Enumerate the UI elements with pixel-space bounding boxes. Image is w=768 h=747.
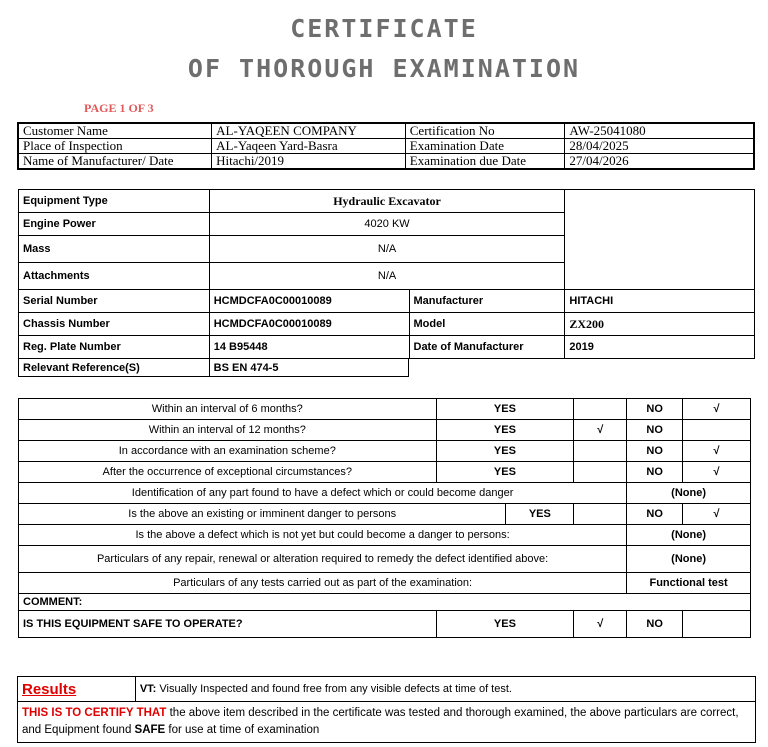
certify-text-2: for use at time of examination — [165, 724, 320, 736]
q7-answer: (None) — [627, 525, 751, 546]
q6-no: NO — [627, 504, 683, 525]
q2-text: Within an interval of 12 months? — [19, 420, 437, 441]
plate-label: Reg. Plate Number — [19, 336, 210, 359]
engine-power-value: 4020 KW — [209, 213, 565, 236]
due-date-label: Examination due Date — [405, 154, 565, 170]
attachments-label: Attachments — [19, 263, 210, 290]
q6-yes-check — [574, 504, 627, 525]
certify-lead: THIS IS TO CERTIFY THAT — [22, 707, 167, 719]
q7-text: Is the above a defect which is not yet but could become a danger to persons: — [19, 525, 627, 546]
dom-value: 2019 — [565, 336, 755, 359]
safe-yes: YES — [436, 611, 574, 638]
q6-no-check: √ — [683, 504, 751, 525]
q6-yes: YES — [506, 504, 574, 525]
q3-yes-check — [574, 441, 627, 462]
equipment-type-value: Hydraulic Excavator — [209, 190, 565, 213]
safe-word: SAFE — [134, 724, 166, 736]
manufacturer-label: Manufacturer — [409, 290, 565, 313]
page-number: PAGE 1 OF 3 — [84, 101, 154, 115]
customer-label: Customer Name — [18, 123, 212, 139]
photo-box — [565, 190, 755, 290]
q3-text: In accordance with an examination scheme? — [19, 441, 437, 462]
q9-answer: Functional test — [627, 573, 751, 594]
q4-yes: YES — [436, 462, 574, 483]
place-label: Place of Inspection — [18, 139, 212, 154]
cert-no-value: AW-25041080 — [565, 123, 754, 139]
q2-yes: YES — [436, 420, 574, 441]
plate-value: 14 B95448 — [209, 336, 409, 359]
mass-value: N/A — [209, 236, 565, 263]
results-label: Results — [22, 680, 77, 698]
header-table — [17, 122, 755, 170]
safe-question: IS THIS EQUIPMENT SAFE TO OPERATE? — [19, 611, 437, 638]
safe-no: NO — [627, 611, 683, 638]
q3-yes: YES — [436, 441, 574, 462]
q6-text: Is the above an existing or imminent danger to persons — [19, 504, 506, 525]
manufacturer-date-value: Hitachi/2019 — [212, 154, 406, 170]
results-label-cell — [18, 677, 136, 702]
q4-no-check: √ — [683, 462, 751, 483]
q1-yes-check — [574, 399, 627, 420]
reference-table — [18, 358, 409, 377]
model-value: ZX200 — [565, 313, 755, 336]
q2-yes-check: √ — [574, 420, 627, 441]
certify-statement — [18, 702, 756, 743]
chassis-value: HCMDCFA0C00010089 — [209, 313, 409, 336]
q1-no-check: √ — [683, 399, 751, 420]
customer-value: AL-YAQEEN COMPANY — [212, 123, 406, 139]
q4-text: After the occurrence of exceptional circumstances? — [19, 462, 437, 483]
q9-text: Particulars of any tests carried out as part of the examination: — [19, 573, 627, 594]
engine-power-label: Engine Power — [19, 213, 210, 236]
equipment-type-label: Equipment Type — [19, 190, 210, 213]
vt-label: VT: — [139, 683, 157, 695]
q8-text: Particulars of any repair, renewal or alteration required to remedy the defect identified above: — [19, 546, 627, 573]
q3-no-check: √ — [683, 441, 751, 462]
certificate-title: CERTIFICATE — [290, 14, 478, 43]
cert-no-label: Certification No — [405, 123, 565, 139]
equipment-table — [18, 189, 755, 359]
q1-no: NO — [627, 399, 683, 420]
q5-answer: (None) — [627, 483, 751, 504]
exam-date-value: 28/04/2025 — [565, 139, 754, 154]
certificate-subtitle: OF THOROUGH EXAMINATION — [187, 54, 581, 83]
serial-value: HCMDCFA0C00010089 — [209, 290, 409, 313]
dom-label: Date of Manufacturer — [409, 336, 565, 359]
attachments-value: N/A — [209, 263, 565, 290]
results-table — [17, 676, 756, 743]
q8-answer: (None) — [627, 546, 751, 573]
serial-label: Serial Number — [19, 290, 210, 313]
certify-text-1: the above item described in the certificate was tested and thorough examined, the above particulars are correct, and Equipment found — [22, 707, 739, 736]
place-value: AL-Yaqeen Yard-Basra — [212, 139, 406, 154]
q5-text: Identification of any part found to have a defect which or could become danger — [19, 483, 627, 504]
comment-label: COMMENT: — [19, 594, 751, 611]
q4-no: NO — [627, 462, 683, 483]
inspection-table — [18, 398, 751, 638]
q2-no: NO — [627, 420, 683, 441]
manufacturer-value: HITACHI — [565, 290, 755, 313]
reference-label: Relevant Reference(S) — [19, 359, 210, 377]
q1-text: Within an interval of 6 months? — [19, 399, 437, 420]
safe-yes-check: √ — [574, 611, 627, 638]
q2-no-check — [683, 420, 751, 441]
exam-date-label: Examination Date — [405, 139, 565, 154]
vt-cell — [135, 677, 755, 702]
q1-yes: YES — [436, 399, 574, 420]
q4-yes-check — [574, 462, 627, 483]
manufacturer-date-label: Name of Manufacturer/ Date — [18, 154, 212, 170]
safe-no-check — [683, 611, 751, 638]
due-date-value: 27/04/2026 — [565, 154, 754, 170]
model-label: Model — [409, 313, 565, 336]
chassis-label: Chassis Number — [19, 313, 210, 336]
q3-no: NO — [627, 441, 683, 462]
vt-text: Visually Inspected and found free from any visible defects at time of test. — [156, 683, 512, 695]
mass-label: Mass — [19, 236, 210, 263]
reference-value: BS EN 474-5 — [209, 359, 408, 377]
